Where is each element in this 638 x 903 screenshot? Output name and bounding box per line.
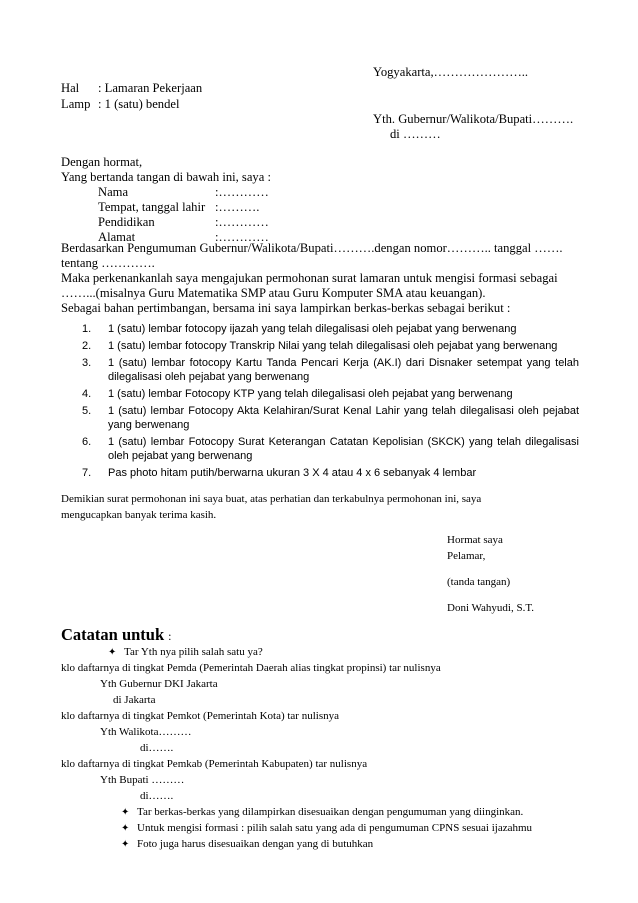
- list-item: [60, 356, 579, 384]
- field-label: Tempat, tanggal lahir: [98, 200, 206, 214]
- role: Pelamar,: [447, 550, 486, 562]
- note-line: Yth Walikota………: [100, 726, 192, 738]
- note-line: klo daftarnya di tingkat Pemkab (Pemerintah Kabupaten) tar nulisnya: [61, 758, 368, 770]
- field-value: :…………: [215, 185, 269, 199]
- body-line: ……...(misalnya Guru Matematika SMP atau Guru Komputer SMA atau keuangan).: [61, 286, 486, 300]
- note-tip: ✦ Untuk mengisi formasi : pilih salah satu yang ada di pengumuman CPNS sesuai ijazahmu: [121, 822, 533, 834]
- list-number: 3.: [82, 357, 92, 369]
- notes-colon: :: [168, 629, 172, 643]
- body-line: tentang ………….: [61, 256, 155, 270]
- field-value: :……….: [215, 200, 260, 214]
- list-text: 1 (satu) lembar fotocopy Transkrip Nilai yang telah dilegalisasi oleh pejabat yang berwenang: [108, 340, 558, 352]
- note-line: Yth Gubernur DKI Jakarta: [100, 678, 218, 690]
- list-number: 1.: [82, 323, 92, 335]
- lamp-value: : 1 (satu) bendel: [98, 97, 180, 111]
- star-bullet-icon: ✦: [121, 839, 130, 850]
- list-number: 5.: [82, 405, 92, 417]
- list-text: 1 (satu) lembar Fotocopy KTP yang telah dilegalisasi oleh pejabat yang berwenang: [108, 388, 513, 400]
- note-line: klo daftarnya di tingkat Pemda (Pemerintah Daerah alias tingkat propinsi) tar nulisnya: [61, 662, 441, 674]
- signer-name: Doni Wahyudi, S.T.: [447, 602, 535, 614]
- hal-label: Hal: [61, 81, 80, 95]
- note-tip: ✦ Tar berkas-berkas yang dilampirkan disesuaikan dengan pengumuman yang diinginkan.: [121, 806, 524, 818]
- place-date: Yogyakarta,…………………..: [373, 65, 529, 79]
- closing-line: Demikian surat permohonan ini saya buat, atas perhatian dan terkabulnya permohonan ini, saya: [61, 493, 482, 505]
- body-line: Maka perkenankanlah saya mengajukan permohonan surat lamaran untuk mengisi formasi sebagai: [61, 271, 558, 285]
- list-number: 6.: [82, 436, 92, 448]
- list-text: Pas photo hitam putih/berwarna ukuran 3 X 4 atau 4 x 6 sebanyak 4 lembar: [108, 467, 477, 479]
- list-item: [60, 404, 579, 432]
- list-number: 7.: [82, 467, 92, 479]
- note-line: di…….: [140, 790, 174, 802]
- list-text: 1 (satu) lembar fotocopy ijazah yang telah dilegalisasi oleh pejabat yang berwenang: [108, 323, 517, 335]
- note-tip: ✦ Tar Yth nya pilih salah satu ya?: [108, 646, 263, 658]
- list-item: [60, 322, 579, 336]
- note-line: di…….: [140, 742, 174, 754]
- signature-placeholder: (tanda tangan): [447, 576, 511, 588]
- star-bullet-icon: ✦: [108, 647, 117, 658]
- list-item: [60, 466, 579, 480]
- note-line: klo daftarnya di tingkat Pemkot (Pemerintah Kota) tar nulisnya: [61, 710, 339, 722]
- list-item: [60, 339, 579, 353]
- closing-line: mengucapkan banyak terima kasih.: [61, 509, 217, 521]
- note-tip: ✦ Foto juga harus disesuaikan dengan yang di butuhkan: [121, 838, 374, 850]
- regards: Hormat saya: [447, 534, 503, 546]
- field-value: :…………: [215, 230, 269, 244]
- list-text: 1 (satu) lembar Fotocopy Surat Keterangan Catatan Kepolisian (SKCK) yang telah dilegalisasi oleh pejabat yang berwenang: [108, 436, 579, 462]
- field-label: Nama: [98, 185, 129, 199]
- addressee-place: di ………: [390, 127, 441, 141]
- star-bullet-icon: ✦: [121, 807, 130, 818]
- greeting: Dengan hormat,: [61, 155, 143, 169]
- list-text: 1 (satu) lembar Fotocopy Akta Kelahiran/Surat Kenal Lahir yang telah dilegalisasi oleh pejabat yang berwenang: [108, 405, 579, 431]
- hal-value: : Lamaran Pekerjaan: [98, 81, 203, 95]
- body-line: Berdasarkan Pengumuman Gubernur/Walikota/Bupati……….dengan nomor……….. tanggal …….: [61, 241, 563, 255]
- field-label: Alamat: [98, 230, 136, 244]
- list-number: 2.: [82, 340, 92, 352]
- addressee: Yth. Gubernur/Walikota/Bupati……….: [373, 112, 574, 126]
- intro-line: Yang bertanda tangan di bawah ini, saya :: [61, 170, 271, 184]
- notes-title: Catatan untuk: [61, 625, 165, 644]
- list-item: [60, 387, 579, 401]
- notes-heading: [61, 625, 172, 645]
- list-item: [60, 435, 579, 463]
- note-line: di Jakarta: [113, 694, 156, 706]
- attachment-list: [60, 322, 579, 483]
- field-label: Pendidikan: [98, 215, 155, 229]
- list-number: 4.: [82, 388, 92, 400]
- body-line: Sebagai bahan pertimbangan, bersama ini saya lampirkan berkas-berkas sebagai berikut :: [61, 301, 511, 315]
- lamp-label: Lamp: [61, 97, 91, 111]
- star-bullet-icon: ✦: [121, 823, 130, 834]
- list-text: 1 (satu) lembar fotocopy Kartu Tanda Pencari Kerja (AK.I) dari Disnaker setempat yang telah dilegalisasi oleh pejabat yang berwenang: [108, 357, 579, 383]
- note-line: Yth Bupati ………: [100, 774, 185, 786]
- field-value: :…………: [215, 215, 269, 229]
